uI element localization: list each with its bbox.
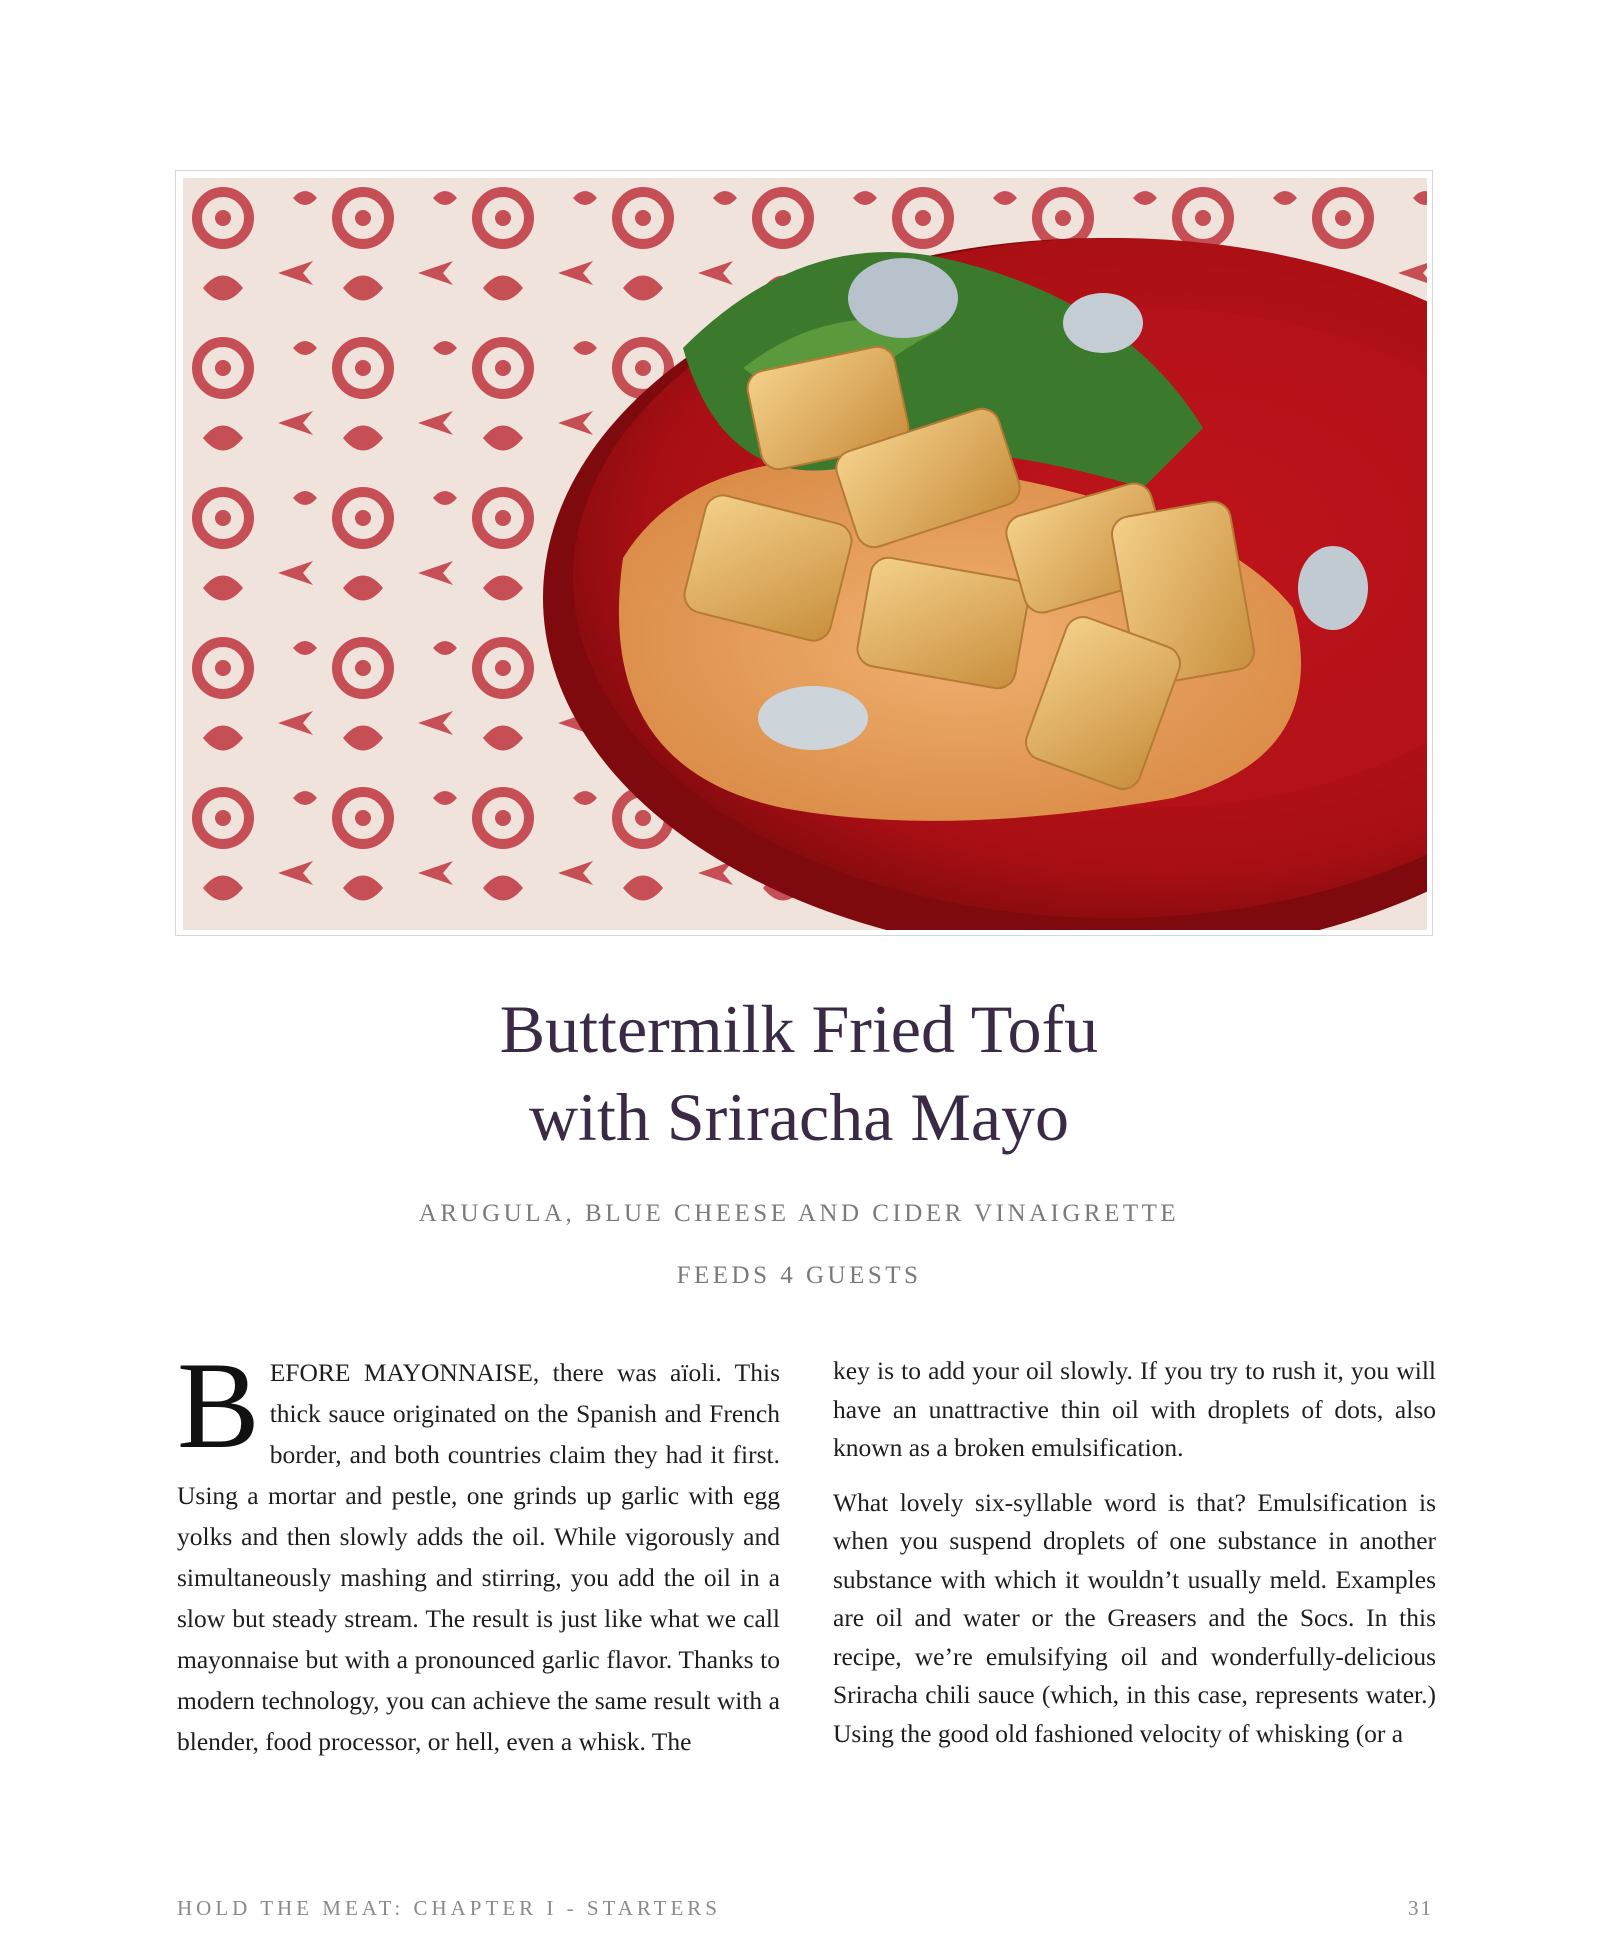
running-head: HOLD THE MEAT: CHAPTER I - STARTERS xyxy=(177,1896,721,1920)
body-column-left xyxy=(177,1337,780,1778)
title-line-1: Buttermilk Fried Tofu xyxy=(499,991,1099,1067)
fried-tofu-photo xyxy=(183,178,1427,930)
recipe-subtitle: ARUGULA, BLUE CHEESE AND CIDER VINAIGRETTE xyxy=(418,1200,1180,1227)
drop-cap: B xyxy=(177,1337,260,1474)
title-line-2: with Sriracha Mayo xyxy=(528,1079,1070,1155)
recipe-title xyxy=(0,985,1598,1161)
body-text-left: EFORE MAYONNAISE, there was aïoli. This thick sauce originated on the Spanish and French border, and both countries claim they had it first. Using a mortar and pestle, one grinds up garlic with egg yolks and then slowly adds the oil. While vigorously and simultaneously mashing and stirring, you add the oil in a slow but steady stream. The result is just like what we call mayonnaise but with a pronounced garlic flavor. Thanks to modern technology, you can achieve the same result with a blender, food processor, or hell, even a whisk. The xyxy=(177,1358,780,1756)
recipe-photo xyxy=(175,170,1433,936)
servings: FEEDS 4 GUESTS xyxy=(676,1262,922,1289)
page-number: 31 xyxy=(1408,1896,1433,1920)
body-paragraph: What lovely six-syllable word is that? Emulsification is when you suspend droplets of one substance in another substance with which it wouldn’t usually meld. Examples are oil and water or the Greasers and the Socs. In this recipe, we’re emulsifying oil and wonderfully-delicious Sriracha chili sauce (which, in this case, represents water.) Using the good old fashioned velocity of whisking (or a xyxy=(833,1487,1436,1748)
body-column-right xyxy=(833,1352,1436,1769)
body-paragraph: key is to add your oil slowly. If you try to rush it, you will have an unattractive thin oil with droplets of dots, also known as a broken emulsification. xyxy=(833,1356,1436,1462)
